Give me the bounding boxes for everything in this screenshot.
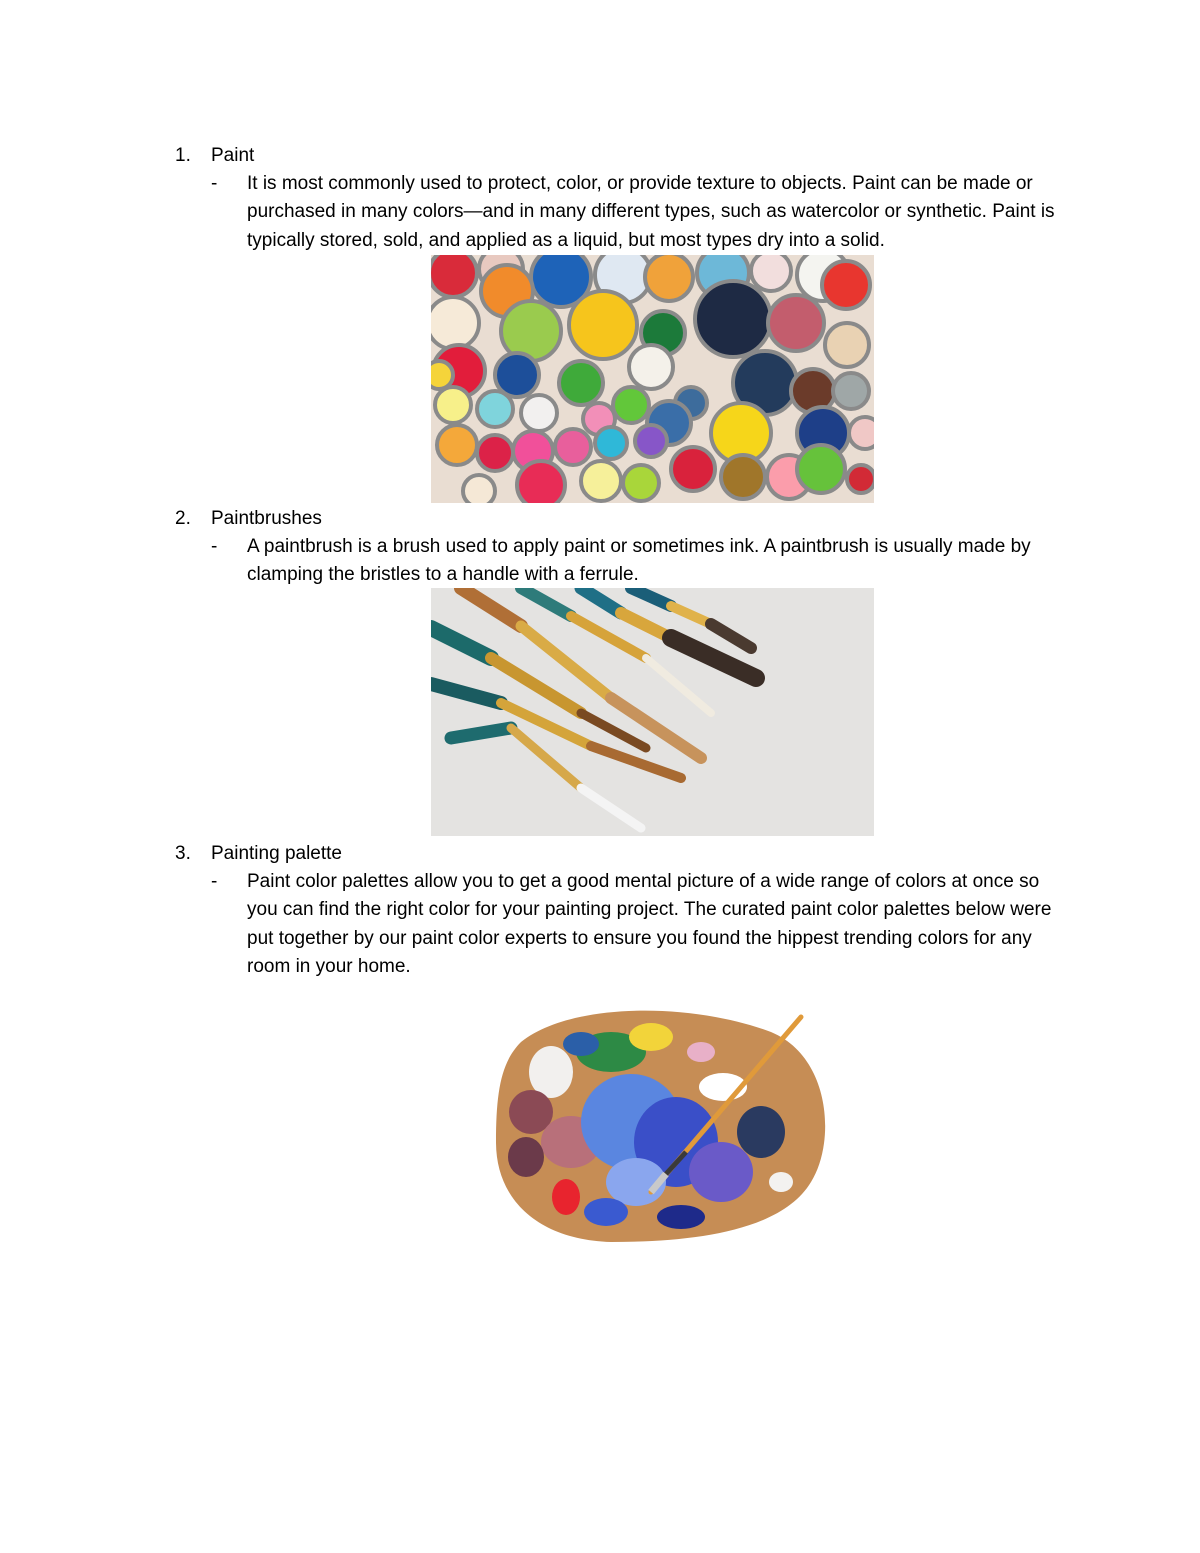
item-1-heading xyxy=(175,142,254,170)
item-2-title: Paintbrushes xyxy=(211,508,322,529)
paint-cans-image xyxy=(431,255,874,503)
item-3-number: 3. xyxy=(175,843,191,864)
item-3-bullet: - xyxy=(211,871,218,892)
item-3-heading xyxy=(175,840,342,868)
item-2-bullet: - xyxy=(211,536,218,557)
item-2-text: A paintbrush is a brush used to apply paint or sometimes ink. A paintbrush is usually made by clamping the bristles to a handle with a ferrule. xyxy=(247,536,1031,586)
painting-palette-image xyxy=(461,982,843,1267)
paintbrushes-image xyxy=(431,588,874,836)
item-1-title: Paint xyxy=(211,145,255,166)
item-3-title: Painting palette xyxy=(211,843,342,864)
item-1-number: 1. xyxy=(175,145,191,166)
item-2-number: 2. xyxy=(175,508,191,529)
item-1-bullet: - xyxy=(211,173,218,194)
item-2-heading xyxy=(175,505,322,533)
item-1-text: It is most commonly used to protect, color, or provide texture to objects. Paint can be made or purchased in many colors—and in many different types, such as watercolor or synthetic. Paint is typically stored, sold, and applied as a liquid, but most types dry into a solid. xyxy=(247,173,1055,251)
item-3-text: Paint color palettes allow you to get a good mental picture of a wide range of colors at once so you can find the right color for your painting project. The curated paint color palettes below were put together by our paint color experts to ensure you found the hippest trending colors for any room in your home. xyxy=(247,871,1052,977)
